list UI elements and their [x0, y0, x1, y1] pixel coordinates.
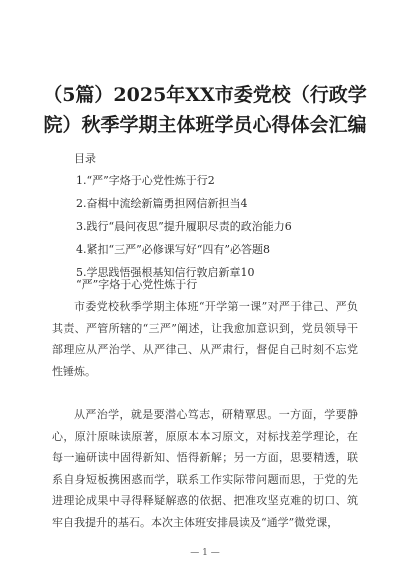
page-number: — 1 —: [190, 548, 220, 558]
toc-item[interactable]: 1.“严”字烙于心党性炼于行2: [76, 174, 215, 187]
body-paragraph: 市委党校秋季学期主体班“开学第一课”对严于律己、严负其责、严管所辖的“三严”阐述，让我愈加意识到，党员领导干部理应从严治学、从严律己、从严肃行，督促自己时刻不忘党性锤炼。: [52, 300, 358, 378]
table-of-contents: [76, 169, 292, 284]
toc-heading: 目录: [74, 152, 96, 165]
body-paragraph: 从严治学，就是要潜心笃志，研精覃思。一方面，学要静心，原汁原味读原著，原原本本习原文，对标找差学理论，在每一遍研读中固得新知、悟得新解；另一方面，思要精透，联系自身短板携困惑而学，联系工作实际带问题而思，于党的先进理论成果中寻得释疑解惑的依据、把准攻坚克难的切口、筑牢自我提升的基石。本次主体班安排晨读及“通学”微党课，: [52, 408, 358, 529]
section-heading: “严”字烙于心党性炼于行: [76, 278, 198, 291]
toc-item[interactable]: 2.奋楫中流绘新篇勇担网信新担当4: [76, 197, 248, 210]
toc-item[interactable]: 5.学思践悟强根基知信行敦启新章10: [76, 266, 255, 279]
document-title: （5篇）2025年XX市委党校（行政学院）秋季学期主体班学员心得体会汇编: [43, 84, 367, 136]
toc-item[interactable]: 3.践行“晨问夜思”提升履职尽责的政治能力6: [76, 220, 292, 233]
toc-item[interactable]: 4.紧扣“三严”必修课写好“四有”必答题8: [76, 243, 270, 256]
